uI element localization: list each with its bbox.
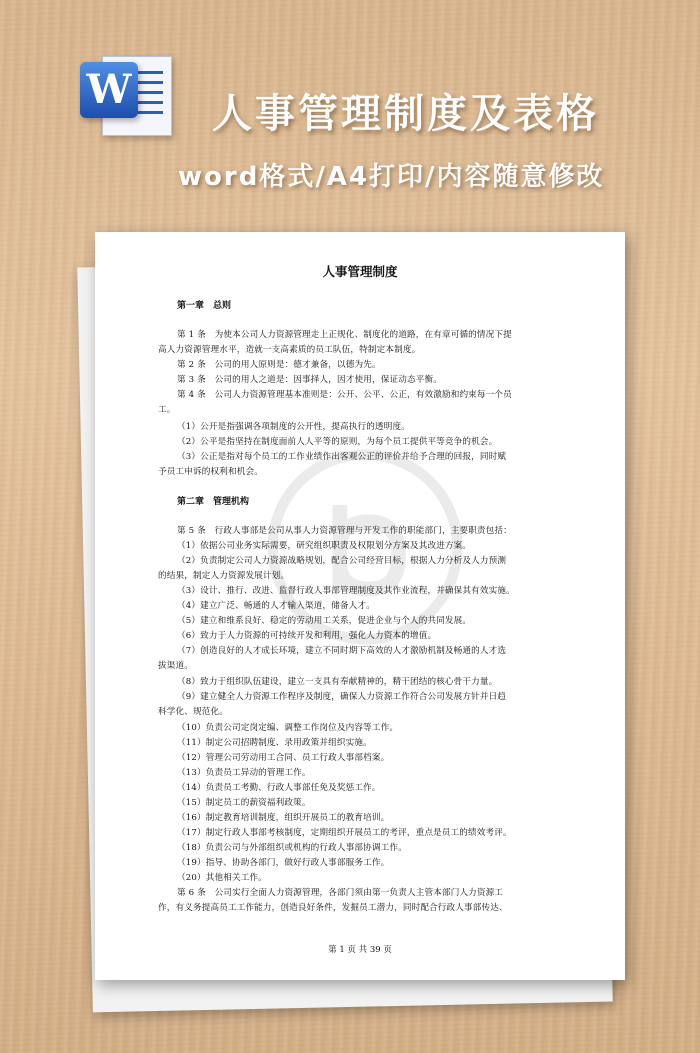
paragraph-line: 作，有义务提高员工工作能力，创造良好条件，发掘员工潜力，同时配合行政人事部传达、 xyxy=(158,903,508,913)
paragraph-line: 第 3 条 公司的用人之道是：因事择人，因才使用，保证动态平衡。 xyxy=(177,375,442,385)
paragraph-line: 第 1 条 为使本公司人力资源管理走上正规化、制度化的道路，在有章可循的情况下提 xyxy=(177,330,512,340)
paragraph-line: （2）公平是指坚持在制度面前人人平等的原则，为每个员工提供平等竞争的机会。 xyxy=(177,437,498,447)
document-title: 人事管理制度 xyxy=(322,264,398,279)
paragraph-line: 第 2 条 公司的用人原则是：德才兼备，以德为先。 xyxy=(177,360,381,370)
paragraph-line: 第 4 条 公司人力资源管理基本准则是：公开、公平、公正，有效激励和约束每一个员 xyxy=(177,390,512,400)
paragraph-line: （18）负责公司与外部组织或机构的行政人事部协调工作。 xyxy=(177,843,407,853)
paragraph-line: （8）致力于组织队伍建设，建立一支具有奉献精神的，精干团结的核心骨干力量。 xyxy=(177,677,498,687)
paragraph-line: （9）建立健全人力资源工作程序及制度，确保人力资源工作符合公司发展方针并日趋 xyxy=(177,692,507,702)
paragraph-line: （20）其他相关工作。 xyxy=(177,873,267,883)
paragraph-line: （7）创造良好的人才成长环境，建立不同时期下高效的人才激励机制及畅通的人才选 xyxy=(177,646,507,656)
chapter-heading: 第二章 管理机构 xyxy=(177,497,250,507)
word-letter-icon: W xyxy=(80,62,138,118)
paragraph-line: （15）制定员工的薪资福利政策。 xyxy=(177,798,311,808)
paragraph-line: （17）制定行政人事部考核制度，定期组织开展员工的考评，重点是员工的绩效考评。 xyxy=(177,828,512,838)
paragraph-line: （1）公开是指强调各项制度的公开性，提高执行的透明度。 xyxy=(177,422,410,432)
paragraph-line: （6）致力于人力资源的可持续开发和利用，强化人力资本的增值。 xyxy=(177,631,437,641)
chapter-heading: 第一章 总则 xyxy=(177,301,232,311)
paragraph-line: （1）依据公司业务实际需要，研究组织职责及权限划分方案及其改进方案。 xyxy=(177,541,472,551)
paragraph-line: （3）公正是指对每个员工的工作业绩作出客观公正的评价并给予合理的回报，同时赋 xyxy=(177,452,507,462)
paragraph-line: （10）负责公司定岗定编、调整工作岗位及内容等工作。 xyxy=(177,723,399,733)
page-footer: 第 1 页 共 39 页 xyxy=(328,945,392,955)
paragraph-line: 科学化、规范化。 xyxy=(158,707,228,717)
paragraph-line: （3）设计、推行、改进、监督行政人事部管理制度及其作业流程，并确保其有效实施。 xyxy=(177,586,515,596)
paragraph-line: 予员工申诉的权利和机会。 xyxy=(158,467,263,477)
paragraph-line: （13）负责员工异动的管理工作。 xyxy=(177,768,311,778)
paragraph-line: 高人力资源管理水平，造就一支高素质的员工队伍，特制定本制度。 xyxy=(158,345,421,355)
paragraph-line: （2）负责制定公司人力资源战略规划，配合公司经营目标，根据人力分析及人力预测 xyxy=(177,556,507,566)
paragraph-line: 工。 xyxy=(158,405,176,415)
document-page xyxy=(95,232,625,980)
paragraph-line: （12）管理公司劳动用工合同、员工行政人事部档案。 xyxy=(177,753,390,763)
paragraph-line: （16）制定教育培训制度，组织开展员工的教育培训。 xyxy=(177,813,390,823)
paragraph-line: （11）制定公司招聘制度、录用政策并组织实施。 xyxy=(177,738,372,748)
paragraph-line: （19）指导、协助各部门，做好行政人事部服务工作。 xyxy=(177,858,390,868)
paragraph-line: （5）建立和维系良好、稳定的劳动用工关系，促进企业与个人的共同发展。 xyxy=(177,616,472,626)
word-app-icon xyxy=(80,48,176,138)
paragraph-line: （14）负责员工考勤、行政人事部任免及奖惩工作。 xyxy=(177,783,381,793)
paragraph-line: 拔渠道。 xyxy=(158,661,193,671)
paragraph-line: （4）建立广泛、畅通的人才输入渠道，储备人才。 xyxy=(177,601,375,611)
paragraph-line: 的结果，制定人力资源发展计划。 xyxy=(158,571,290,581)
banner-title: 人事管理制度及表格 xyxy=(212,91,599,137)
banner-subtitle: word格式/A4打印/内容随意修改 xyxy=(178,162,605,192)
paragraph-line: 第 5 条 行政人事部是公司从事人力资源管理与开发工作的职能部门，主要职责包括： xyxy=(177,526,512,536)
paragraph-line: 第 6 条 公司实行全面人力资源管理，各部门须由第一负责人主管本部门人力资源工 xyxy=(177,888,504,898)
